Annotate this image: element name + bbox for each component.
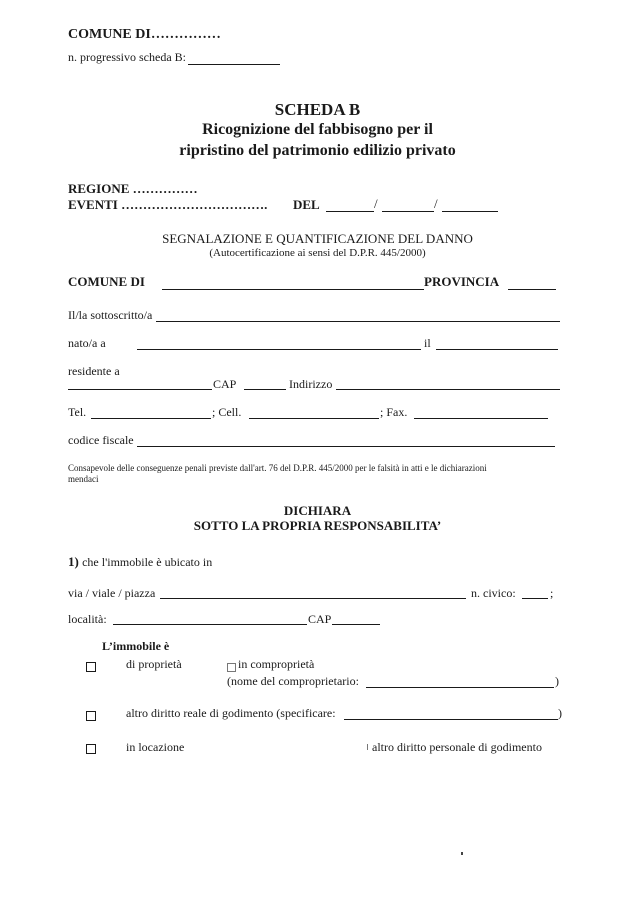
nascita-data-field[interactable]	[436, 349, 558, 350]
altro-personale-checkbox[interactable]	[367, 744, 368, 750]
mendaci-text: mendaci	[68, 474, 99, 484]
altro-reale-label: altro diritto reale di godimento (specificare:	[126, 706, 336, 720]
date-month-field[interactable]	[382, 211, 434, 212]
proprieta-checkbox[interactable]	[86, 662, 96, 672]
localita-cap-field[interactable]	[332, 624, 380, 625]
segnalazione-title: SEGNALAZIONE E QUANTIFICAZIONE DEL DANNO	[162, 231, 473, 246]
section-1-number: 1)	[68, 554, 79, 569]
indirizzo-field[interactable]	[336, 389, 560, 390]
comune-header: COMUNE DI……………	[68, 27, 221, 42]
codice-fiscale-label: codice fiscale	[68, 433, 134, 447]
segnalazione-subtitle: (Autocertificazione ai sensi del D.P.R. 445/2000)	[209, 247, 426, 259]
responsabilita-title: SOTTO LA PROPRIA RESPONSABILITA’	[193, 518, 442, 533]
altro-personale-label: altro diritto personale di godimento	[372, 740, 542, 754]
provincia-label: PROVINCIA	[424, 274, 500, 289]
provincia-field[interactable]	[508, 289, 556, 290]
comproprietario-field[interactable]	[366, 687, 554, 688]
date-day-field[interactable]	[326, 211, 374, 212]
eventi-label: EVENTI …………………………….	[68, 197, 268, 212]
nato-label: nato/a a	[68, 336, 106, 350]
dichiara-title: DICHIARA	[283, 503, 352, 518]
scheda-title: SCHEDA B	[274, 100, 361, 119]
progressivo-field[interactable]	[188, 64, 280, 65]
scheda-subtitle-1: Ricognizione del fabbisogno per il	[202, 121, 433, 138]
cap-label: CAP	[213, 377, 237, 391]
tel-field[interactable]	[91, 418, 211, 419]
proprieta-label: di proprietà	[126, 657, 182, 671]
indirizzo-label: Indirizzo	[289, 377, 333, 391]
tel-label: Tel.	[68, 405, 87, 419]
comune-di-label: COMUNE DI	[68, 274, 145, 289]
date-slash-1: /	[374, 196, 378, 211]
cap-field[interactable]	[244, 389, 286, 390]
altro-reale-field[interactable]	[344, 719, 558, 720]
cell-field[interactable]	[249, 418, 379, 419]
consapevole-text: Consapevole delle conseguenze penali previste dall'art. 76 del D.P.R. 445/2000 per le falsità in atti e le dichiarazioni	[68, 463, 487, 473]
scan-speck	[461, 852, 463, 855]
del-label: DEL	[293, 197, 320, 212]
sottoscritto-field[interactable]	[156, 321, 560, 322]
altro-reale-close-paren: )	[558, 706, 562, 720]
fax-label: ; Fax.	[380, 405, 408, 419]
localita-field[interactable]	[113, 624, 307, 625]
sottoscritto-label: Il/la sottoscritto/a	[68, 308, 153, 322]
residente-label: residente a	[68, 364, 120, 378]
altro-reale-checkbox[interactable]	[86, 711, 96, 721]
residente-field[interactable]	[68, 389, 212, 390]
civico-label: n. civico:	[471, 586, 516, 600]
comproprieta-label: in comproprietà	[238, 657, 315, 671]
nato-field[interactable]	[137, 349, 421, 350]
comune-field[interactable]	[162, 289, 424, 290]
codice-fiscale-field[interactable]	[137, 446, 555, 447]
via-label: via / viale / piazza	[68, 586, 156, 600]
regione-label: REGIONE ……………	[68, 181, 198, 196]
locazione-label: in locazione	[126, 740, 185, 754]
scheda-subtitle-2: ripristino del patrimonio edilizio privato	[179, 142, 456, 159]
progressivo-label: n. progressivo scheda B:	[68, 50, 186, 64]
comproprietario-label: (nome del comproprietario:	[227, 674, 359, 688]
il-label: il	[424, 336, 431, 350]
comproprietario-close-paren: )	[555, 674, 559, 688]
via-field[interactable]	[160, 598, 466, 599]
comproprieta-checkbox[interactable]	[227, 663, 236, 672]
cell-label: ; Cell.	[212, 405, 242, 419]
civico-field[interactable]	[522, 598, 548, 599]
localita-label: località:	[68, 612, 107, 626]
section-1-text: che l'immobile è ubicato in	[82, 555, 213, 569]
fax-field[interactable]	[414, 418, 548, 419]
immobile-title: L’immobile è	[102, 639, 170, 653]
date-slash-2: /	[434, 196, 438, 211]
civico-semicolon: ;	[550, 586, 554, 600]
locazione-checkbox[interactable]	[86, 744, 96, 754]
localita-cap-label: CAP	[308, 612, 332, 626]
date-year-field[interactable]	[442, 211, 498, 212]
